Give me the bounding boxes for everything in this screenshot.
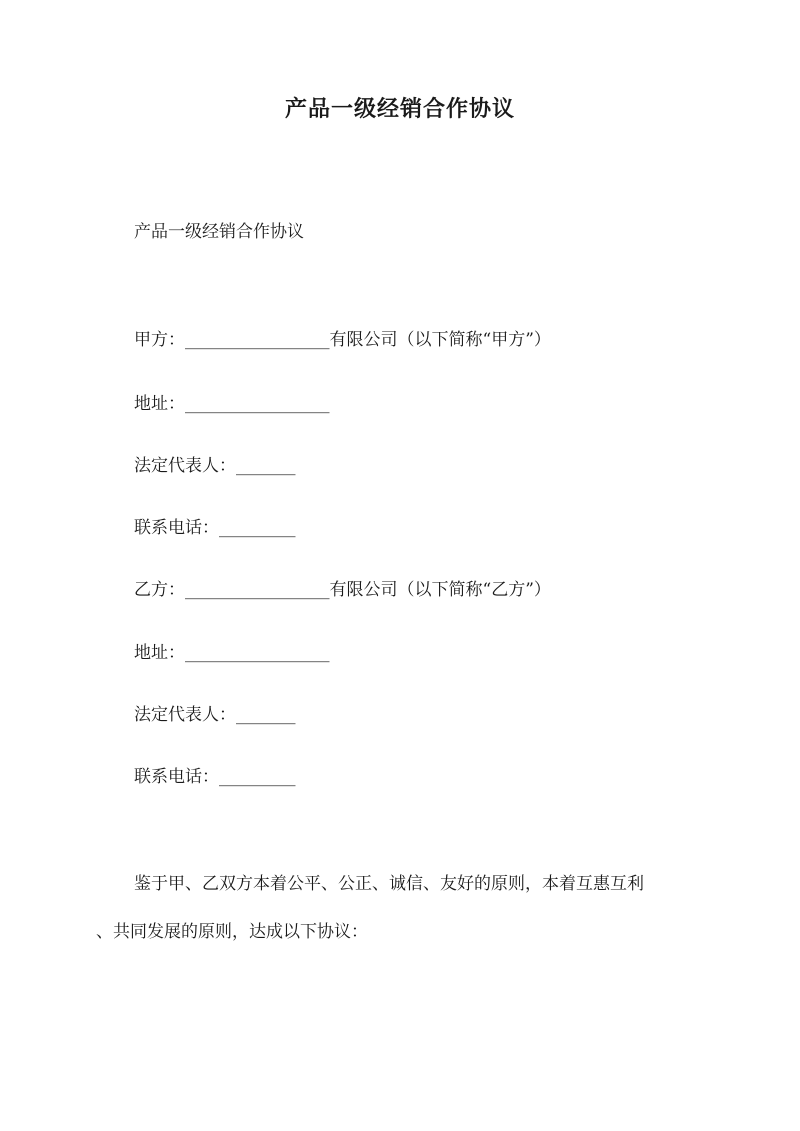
document-title: 产品一级经销合作协议 xyxy=(284,96,515,122)
document-subtitle: 产品一级经销合作协议 xyxy=(134,222,304,242)
preamble-line-1: 鉴于甲、乙双方本着公平、公正、诚信、友好的原则，本着互惠互利 xyxy=(134,874,644,894)
party-a-phone-line: 联系电话：_________ xyxy=(134,518,296,538)
party-b-address-line: 地址：_________________ xyxy=(134,643,330,663)
party-a-address-line: 地址：_________________ xyxy=(134,394,330,414)
party-b-name-line: 乙方：_________________有限公司（以下简称“乙方”） xyxy=(134,580,551,600)
party-a-representative-line: 法定代表人：_______ xyxy=(134,456,296,476)
party-b-representative-line: 法定代表人：_______ xyxy=(134,705,296,725)
party-a-name-line: 甲方：_________________有限公司（以下简称“甲方”） xyxy=(134,330,551,350)
preamble-line-2: 、共同发展的原则，达成以下协议： xyxy=(96,922,368,942)
party-b-phone-line: 联系电话：_________ xyxy=(134,767,296,787)
